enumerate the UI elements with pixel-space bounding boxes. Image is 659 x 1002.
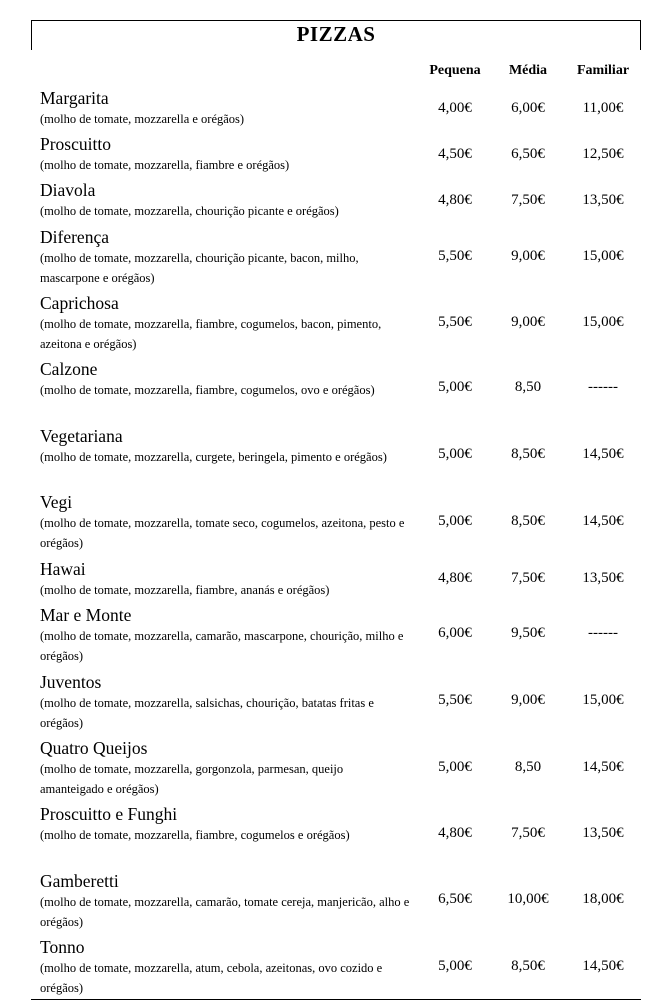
price-family: 11,00€ — [582, 100, 624, 116]
price-medium: 8,50 — [514, 759, 542, 775]
page-title: PIZZAS — [296, 22, 376, 46]
price-medium: 8,50€ — [511, 513, 545, 529]
menu-item — [40, 359, 659, 400]
header-medium: Média — [508, 63, 548, 78]
item-name: Diferença — [40, 227, 109, 247]
price-medium: 9,00€ — [511, 692, 545, 708]
price-medium: 6,50€ — [511, 146, 545, 162]
item-name: Proscuitto e Funghi — [40, 804, 178, 824]
price-medium: 9,50€ — [511, 625, 545, 641]
item-desc: (molho de tomate, mozzarella, salsichas, chourição, batatas fritas e orégãos) — [40, 696, 374, 730]
price-medium: 8,50€ — [511, 446, 545, 462]
item-name: Vegetariana — [40, 426, 123, 446]
price-family: 14,50€ — [582, 446, 624, 462]
price-small: 5,00€ — [438, 513, 472, 529]
menu-item — [40, 134, 659, 175]
price-family: 14,50€ — [582, 759, 624, 775]
price-medium: 6,00€ — [511, 100, 545, 116]
header-small: Pequena — [429, 63, 481, 78]
header-family: Familiar — [576, 63, 630, 78]
menu-item — [40, 492, 659, 553]
menu-item — [40, 559, 659, 600]
price-small: 5,00€ — [438, 958, 472, 974]
price-small: 5,50€ — [438, 692, 472, 708]
menu-item — [40, 180, 659, 221]
price-small: 5,00€ — [438, 379, 472, 395]
price-family: 15,00€ — [582, 692, 624, 708]
item-name: Quatro Queijos — [40, 738, 148, 758]
price-medium: 7,50€ — [511, 570, 545, 586]
item-desc: (molho de tomate, mozzarella, chourição picante, bacon, milho, mascarpone e orégãos) — [40, 251, 359, 285]
price-small: 4,80€ — [438, 825, 472, 841]
price-medium: 7,50€ — [511, 192, 545, 208]
item-desc: (molho de tomate, mozzarella e orégãos) — [40, 112, 245, 126]
menu-item — [40, 88, 659, 129]
price-small: 5,50€ — [438, 248, 472, 264]
price-family: 18,00€ — [582, 891, 624, 907]
price-small: 6,50€ — [438, 891, 472, 907]
item-desc: (molho de tomate, mozzarella, fiambre, cogumelos e orégãos) — [40, 828, 350, 842]
price-family: 14,50€ — [582, 958, 624, 974]
item-name: Diavola — [40, 180, 96, 200]
item-desc: (molho de tomate, mozzarella, tomate seco, cogumelos, azeitona, pesto e orégãos) — [40, 516, 405, 550]
item-name: Tonno — [40, 937, 85, 957]
item-desc: (molho de tomate, mozzarella, fiambre, ananás e orégãos) — [40, 583, 330, 597]
price-small: 4,80€ — [438, 192, 472, 208]
price-medium: 10,00€ — [507, 891, 549, 907]
price-family: 15,00€ — [582, 314, 624, 330]
menu-item — [40, 227, 659, 288]
price-family: 13,50€ — [582, 825, 624, 841]
price-small: 4,00€ — [438, 100, 472, 116]
price-family: 13,50€ — [582, 192, 624, 208]
price-medium: 7,50€ — [511, 825, 545, 841]
item-name: Gamberetti — [40, 871, 119, 891]
item-desc: (molho de tomate, mozzarella, camarão, tomate cereja, manjericão, alho e orégãos) — [40, 895, 410, 929]
price-small: 5,00€ — [438, 759, 472, 775]
price-family: 13,50€ — [582, 570, 624, 586]
price-medium: 9,00€ — [511, 314, 545, 330]
item-name: Vegi — [40, 492, 73, 512]
item-name: Calzone — [40, 359, 98, 379]
menu-item — [40, 804, 659, 845]
item-desc: (molho de tomate, mozzarella, fiambre, cogumelos, bacon, pimento, azeitona e orégãos) — [40, 317, 382, 351]
price-medium: 9,00€ — [511, 248, 545, 264]
price-small: 6,00€ — [438, 625, 472, 641]
price-family: 12,50€ — [582, 146, 624, 162]
menu-item — [40, 426, 659, 467]
item-name: Proscuitto — [40, 134, 111, 154]
menu-item — [40, 937, 659, 998]
item-desc: (molho de tomate, mozzarella, atum, cebola, azeitonas, ovo cozido e orégãos) — [40, 961, 383, 995]
item-desc: (molho de tomate, mozzarella, curgete, beringela, pimento e orégãos) — [40, 450, 387, 464]
item-desc: (molho de tomate, mozzarella, camarão, mascarpone, chourição, milho e orégãos) — [40, 629, 404, 663]
item-name: Margarita — [40, 88, 109, 108]
price-family: 14,50€ — [582, 513, 624, 529]
item-name: Mar e Monte — [40, 605, 132, 625]
price-small: 4,80€ — [438, 570, 472, 586]
item-name: Juventos — [40, 672, 102, 692]
menu-item — [40, 605, 659, 666]
item-name: Hawai — [40, 559, 86, 579]
menu-item — [40, 293, 659, 354]
price-medium: 8,50 — [514, 379, 542, 395]
price-family: ------ — [588, 625, 618, 641]
item-name: Caprichosa — [40, 293, 119, 313]
menu-item — [40, 672, 659, 733]
menu-item — [40, 871, 659, 932]
price-family: 15,00€ — [582, 248, 624, 264]
price-small: 5,50€ — [438, 314, 472, 330]
menu-item — [40, 738, 659, 799]
bottom-rule — [31, 999, 641, 1000]
item-desc: (molho de tomate, mozzarella, chourição picante e orégãos) — [40, 204, 339, 218]
price-small: 5,00€ — [438, 446, 472, 462]
price-family: ------ — [588, 379, 618, 395]
item-desc: (molho de tomate, mozzarella, fiambre, cogumelos, ovo e orégãos) — [40, 383, 375, 397]
item-desc: (molho de tomate, mozzarella, gorgonzola, parmesan, queijo amanteigado e orégãos) — [40, 762, 344, 796]
price-medium: 8,50€ — [511, 958, 545, 974]
item-desc: (molho de tomate, mozzarella, fiambre e orégãos) — [40, 158, 290, 172]
price-small: 4,50€ — [438, 146, 472, 162]
